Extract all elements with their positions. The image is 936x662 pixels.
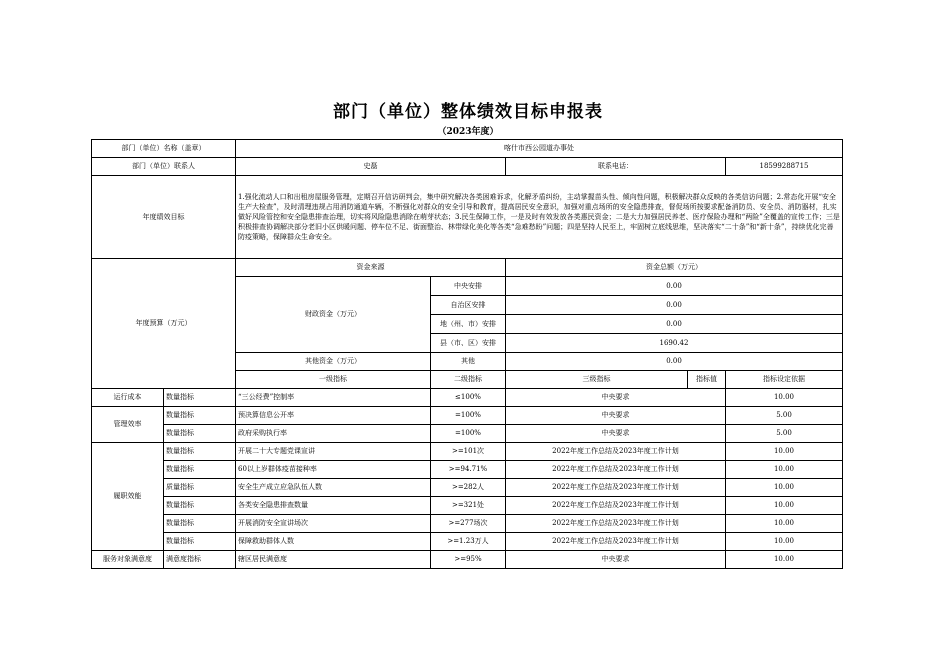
- fiscal-amount: 0.00: [506, 296, 843, 315]
- level2-indicator: 数量指标: [164, 443, 236, 461]
- source-header: 资金来源: [236, 259, 506, 277]
- dept-name-value: 喀什市西公园道办事处: [236, 140, 843, 158]
- other-fund-label: 其他资金（万元）: [236, 353, 431, 371]
- other-fund-amount: 0.00: [506, 353, 843, 371]
- indicator-row: [92, 461, 843, 479]
- phone-value: 18599288715: [726, 158, 843, 176]
- indicator-row: [92, 497, 843, 515]
- fiscal-source-name: 地（州、市）安排: [431, 315, 506, 334]
- indicator-value: >=95%: [431, 551, 506, 569]
- indicator-basis: 2022年度工作总结及2023年度工作计划: [506, 533, 726, 551]
- level2-indicator: 质量指标: [164, 479, 236, 497]
- goal-label: 年度绩效目标: [92, 176, 236, 259]
- fiscal-source-name: 自治区安排: [431, 296, 506, 315]
- level2-indicator: 满意度指标: [164, 551, 236, 569]
- other-fund-name: 其他: [431, 353, 506, 371]
- level1-indicator: 管理效率: [92, 407, 164, 443]
- contact-value: 史磊: [236, 158, 506, 176]
- dept-name-row: [92, 140, 843, 158]
- indicator-value: =100%: [431, 425, 506, 443]
- contact-label: 部门（单位）联系人: [92, 158, 236, 176]
- indicator-weight: 10.00: [726, 515, 843, 533]
- indicator-weight: 10.00: [726, 551, 843, 569]
- indicator-row: [92, 389, 843, 407]
- header-level3: 三级指标: [506, 371, 688, 389]
- indicator-value: >=1.23万人: [431, 533, 506, 551]
- level3-indicator: 保障救助群体人数: [236, 533, 431, 551]
- indicator-value: =100%: [431, 407, 506, 425]
- form-title: 部门（单位）整体绩效目标申报表: [333, 102, 603, 122]
- fiscal-source-name: 中央安排: [431, 277, 506, 296]
- indicator-value: >=94.71%: [431, 461, 506, 479]
- level2-indicator: 数量指标: [164, 497, 236, 515]
- indicator-weight: 10.00: [726, 461, 843, 479]
- indicator-value: ≤100%: [431, 389, 506, 407]
- level3-indicator: 各类安全隐患排查数量: [236, 497, 431, 515]
- header-level2: 二级指标: [431, 371, 506, 389]
- indicator-basis: 2022年度工作总结及2023年度工作计划: [506, 461, 726, 479]
- indicator-value: >=321处: [431, 497, 506, 515]
- fiscal-source-name: 县（市、区）安排: [431, 334, 506, 353]
- level2-indicator: 数量指标: [164, 461, 236, 479]
- indicator-value: >=101次: [431, 443, 506, 461]
- header-basis: 指标设定依据: [726, 371, 843, 389]
- level3-indicator: 60以上岁群体疫苗接种率: [236, 461, 431, 479]
- fiscal-amount: 0.00: [506, 315, 843, 334]
- contact-row: [92, 158, 843, 176]
- indicator-basis: 中央要求: [506, 407, 726, 425]
- level1-indicator: 履职效能: [92, 443, 164, 551]
- indicator-weight: 10.00: [726, 497, 843, 515]
- header-value: 指标值: [688, 371, 726, 389]
- fiscal-amount: 1690.42: [506, 334, 843, 353]
- indicator-row: [92, 533, 843, 551]
- level3-indicator: 预决算信息公开率: [236, 407, 431, 425]
- goal-row: [92, 176, 843, 259]
- indicator-row: [92, 551, 843, 569]
- level1-indicator: 运行成本: [92, 389, 164, 407]
- indicator-weight: 5.00: [726, 407, 843, 425]
- phone-label: 联系电话：: [506, 158, 726, 176]
- indicator-weight: 10.00: [726, 479, 843, 497]
- goal-text: 1.强化流动人口和出租房屋服务管理，定期召开信访研判会，集中研究解决各类困难诉求，化解矛盾纠纷，主动掌握苗头性、倾向性问题，积极解决群众反映的各类信访问题；2.常态化开展“安全生产大检查”，及时清理违规占用消防通道车辆，不断强化对群众的安全引导和教育，提高居民安全意识，加强对重点场所的安全隐患排查，督促场所按要求配备消防员、安全员、消防器材，扎实做好风险管控和安全隐患排查治理，切实将风险隐患消除在萌芽状态；3.民生保障工作，一是及时有效发放各类惠民资金；二是大力加强居民养老、医疗保险办理和“两险”全覆盖的宣传工作；三是积极排查协调解决部分老旧小区供暖问题、停车位不足、街面整治、林带绿化美化等各类“急难愁盼”问题；四是坚持人民至上，牢固树立底线思维，坚决落实“二十条”和“新十条”，持续优化完善防疫策略，保障群众生命安全。: [236, 176, 843, 259]
- indicator-basis: 2022年度工作总结及2023年度工作计划: [506, 479, 726, 497]
- performance-table: [91, 139, 843, 569]
- indicator-value: >=277场次: [431, 515, 506, 533]
- level3-indicator: 开展二十大专题党课宣讲: [236, 443, 431, 461]
- total-header: 资金总额（万元）: [506, 259, 843, 277]
- indicator-basis: 中央要求: [506, 425, 726, 443]
- indicator-basis: 2022年度工作总结及2023年度工作计划: [506, 443, 726, 461]
- level2-indicator: 数量指标: [164, 515, 236, 533]
- level2-indicator: 数量指标: [164, 407, 236, 425]
- fiscal-amount: 0.00: [506, 277, 843, 296]
- fiscal-label: 财政资金（万元）: [236, 277, 431, 353]
- dept-name-label: 部门（单位）名称（盖章）: [92, 140, 236, 158]
- level3-indicator: 开展消防安全宣讲场次: [236, 515, 431, 533]
- indicator-basis: 中央要求: [506, 551, 726, 569]
- indicator-weight: 5.00: [726, 425, 843, 443]
- indicator-basis: 2022年度工作总结及2023年度工作计划: [506, 497, 726, 515]
- budget-label: 年度预算（万元）: [92, 259, 236, 389]
- indicator-value: >=282人: [431, 479, 506, 497]
- indicator-basis: 中央要求: [506, 389, 726, 407]
- indicator-row: [92, 479, 843, 497]
- level3-indicator: “三公经费”控制率: [236, 389, 431, 407]
- indicator-weight: 10.00: [726, 443, 843, 461]
- level2-indicator: 数量指标: [164, 425, 236, 443]
- level3-indicator: 辖区居民满意度: [236, 551, 431, 569]
- indicator-weight: 10.00: [726, 533, 843, 551]
- indicator-row: [92, 515, 843, 533]
- indicator-weight: 10.00: [726, 389, 843, 407]
- indicator-row: [92, 443, 843, 461]
- header-level1: 一级指标: [236, 371, 431, 389]
- level1-indicator: 服务对象满意度: [92, 551, 164, 569]
- level2-indicator: 数量指标: [164, 533, 236, 551]
- indicator-basis: 2022年度工作总结及2023年度工作计划: [506, 515, 726, 533]
- level3-indicator: 安全生产成立应急队伍人数: [236, 479, 431, 497]
- indicator-row: [92, 425, 843, 443]
- level3-indicator: 政府采购执行率: [236, 425, 431, 443]
- form-year: （2023年度）: [437, 127, 499, 137]
- indicator-row: [92, 407, 843, 425]
- budget-header-row: [92, 259, 843, 277]
- level2-indicator: 数量指标: [164, 389, 236, 407]
